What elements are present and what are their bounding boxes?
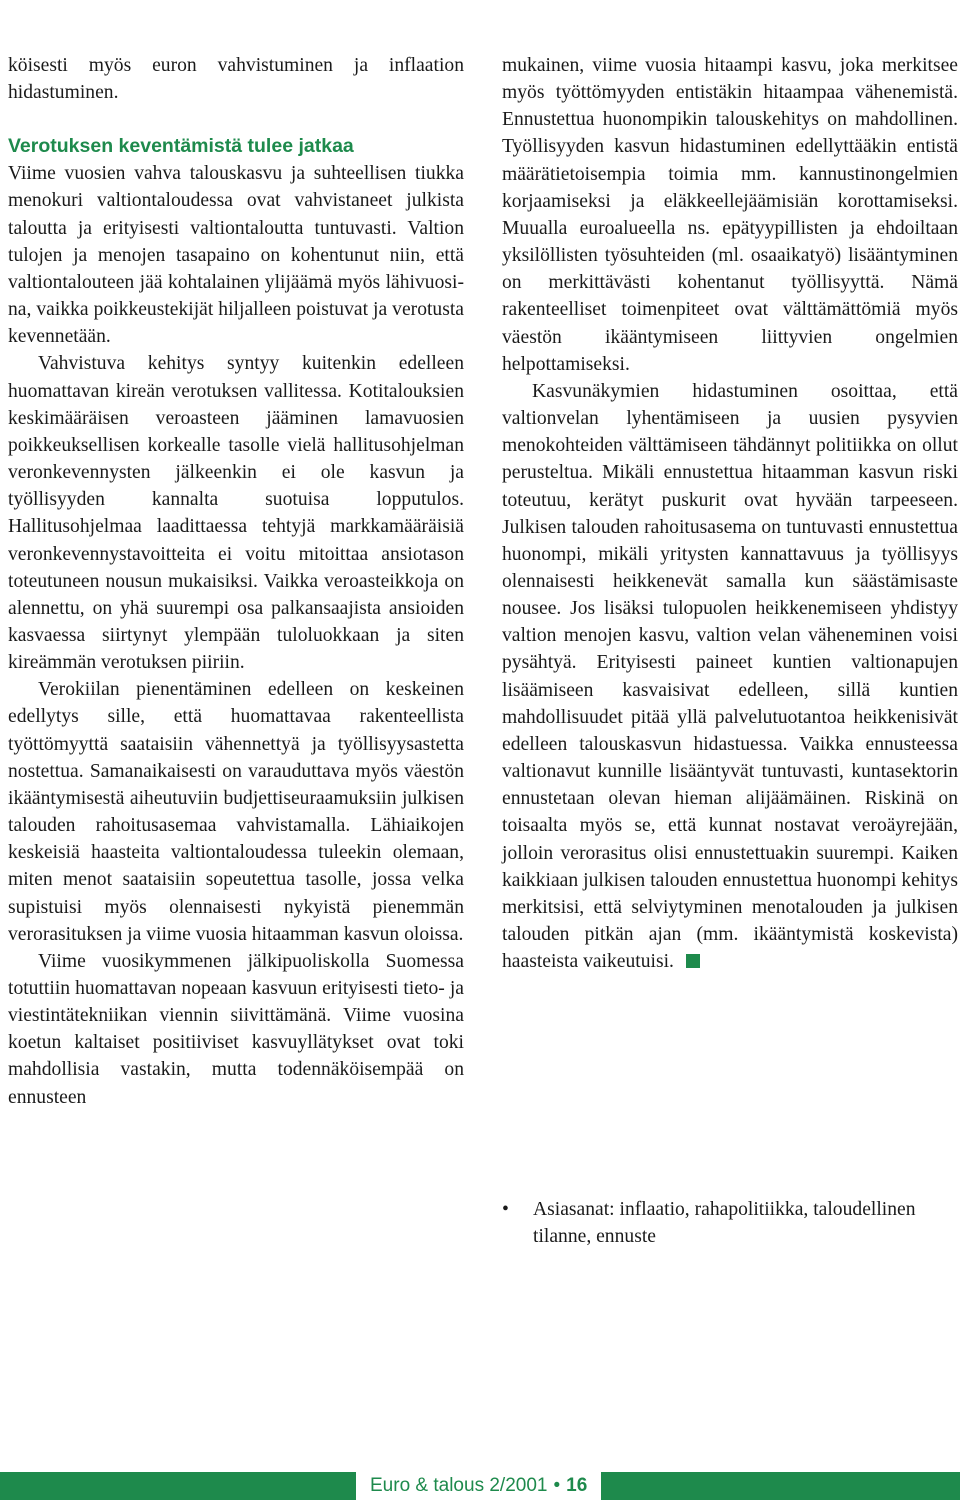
keywords-list (502, 1196, 922, 1250)
bullet-icon: • (502, 1199, 509, 1220)
section-heading: Verotuksen keventämistä tulee jatkaa (8, 135, 354, 158)
paragraph: Verokiilan pienentäminen edelleen on keskeinen edellytys sille, että huomattavaa rakenteellista työttömyyttä saataisiin vähennettyä ja työllisyysastetta nostettua. Samanaikaisesti on varauduttava myös väestön ikääntymisestä aiheutuviin budjettiseuraamuksiin julkisen talouden rahoitusasemaa vahvistamalla. Lähiaikojen keskeisiä haasteita valtiontaloudessa tuleekin olemaan, miten menot saataisiin sopeutettua tasolle, jossa velka supistuisi myös olennaisesti nykyistä pienemmän verorasituksen ja viime vuosia hitaamman kasvun oloissa. (8, 679, 464, 945)
end-of-article-mark-icon (686, 954, 700, 968)
paragraph: Vahvistuva kehitys syntyy kuitenkin edelleen huomattavan kireän verotuksen vallitessa. Kotitalouksien keskimääräisen veroasteen jääminen lamavuosien poikkeuksellisen korkealle tasolle vielä hallitusohjelman veronkevennysten jälkeenkin ei ole kasvun ja työllisyyden kannalta suotuisa lopputulos. Hallitusohjelmaa laadittaessa tehtyjä markkamääräisiä veronkevennystavoitteita ei voitu mitoittaa ansiotason toteutuneen nousun mukaisiksi. Vaikka veroasteikkoja on alennettu, on yhä suurempi osa palkansaajista ansioiden kasvaessa siirtynyt ylempään tuloluokkaan ja siten kireämmän verotuksen piiriin. (8, 353, 464, 674)
paragraph-final-text: Kasvunäkymien hidastuminen osoittaa, että valtionvelan lyhentämiseen ja uusien pysyvien menokohteiden välttämiseen tähdännyt politiikka on ollut perusteltua. Mikäli ennustettua hitaamman kasvun riski toteutuu, kerätyt puskurit ovat hyvään tarpeeseen. Julkisen talouden rahoitusasema on tuntuvasti ennustettua huonompi, mikäli yritysten kannattavuus ja työllisyys olennaisesti heikkenevät samalla kun säästämisaste nousee. Jos lisäksi tulopuolen heikkenemiseen yhdistyy valtion menojen kasvu, valtion velan väheneminen voisi pysähtyä. Erityisesti paineet kuntien valtionapujen lisäämiseen kasvaisivat edelleen, sillä kuntien mahdollisuudet pitää yllä palvelutuotantoa heikkenisivät edelleen talouskasvun hidastuessa. Vaikka ennusteessa valtionavut kunnille lisääntyvät tuntuvasti, kuntasektorin ennustetaan olevan hieman alijäämäinen. Riskinä on toisaalta myös se, että kunnat nostavat veroäyrejään, jolloin verorasitus olisi ennustettuakin suurempi. Kaiken kaikkiaan julkisen talouden ennustettua huonompi kehitys merkitsisi, että selviytyminen menotalouden ja julkisen talouden pitkän ajan (mm. ikääntymistä koskevista) haasteista vaikeutuisi. (502, 380, 958, 973)
paragraph: Viime vuosikymmenen jälkipuoliskolla Suomessa totuttiin huomattavan nopeaan kasvuun erityisesti tieto- ja viestintätekniikan viennin siivittämänä. Viime vuosina koetun kaltaiset positiiviset kasvuyllätykset ovat toki mahdollisia vastakin, mutta todennäköisempää on ennusteen (8, 950, 464, 1108)
paragraph-continuation: mukainen, viime vuosia hitaampi kasvu, joka merkitsee myös työttömyyden entistäkin hitaampaa vähenemistä. Ennustettua huonompikin talouskehitys on mahdollinen. Työllisyyden kasvun hidastuminen edellyttääkin entistä määrätietoisempia toimia mm. kannustinongelmien korjaamiseksi ja eläkkeellejäämisiän korottamiseksi. Muualla euroalueella ns. epätyypillisten ja ehdoiltaan yksilöllisten työsuhteiden (ml. osaaikatyö) lisääntyminen on merkittävästi kohentanut työllisyyttä. Nämä rakenteelliset toimenpiteet ovat välttämättömiä myös väestön ikääntymiseen liittyvien ongelmien helpottamiseksi. (502, 55, 958, 375)
footer-separator: • (553, 1475, 561, 1496)
paragraph-final (502, 378, 958, 975)
page-number: 16 (566, 1475, 588, 1496)
left-column (8, 52, 464, 1111)
footer-label (356, 1472, 601, 1500)
publication-name: Euro & talous 2/2001 (370, 1475, 548, 1496)
paragraph: Viime vuosien vahva talouskasvu ja suhteellisen tiukka menokuri valtiontaloudessa ovat vahvistaneet julkista taloutta ja erityisesti valtiontaloutta tuntuvasti. Valtion tulojen ja menojen tasapaino on kohentunut niin, että valtiontalouteen jää kohtalainen ylijäämä myös lähivuosina, vaikka poikkeustekijät hiljalleen poistuvat ja verotusta kevennetään. (8, 163, 464, 348)
paragraph-continuation: köisesti myös euron vahvistuminen ja inflaation hidastuminen. (8, 55, 464, 104)
right-column (502, 52, 958, 975)
keywords-text: Asiasanat: inflaatio, rahapolitiikka, taloudellinen tilanne, ennuste (533, 1199, 916, 1247)
